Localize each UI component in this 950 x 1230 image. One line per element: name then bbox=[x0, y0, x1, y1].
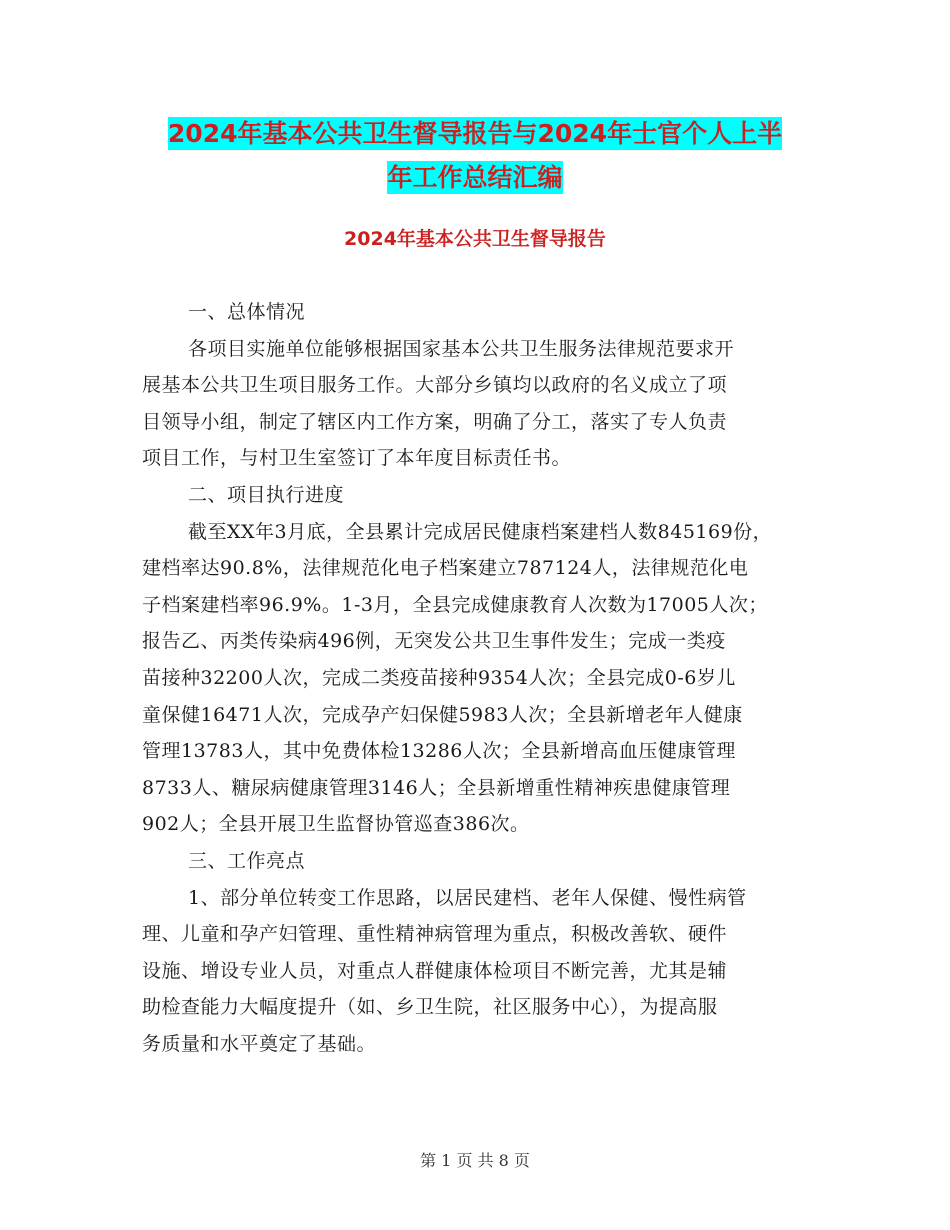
paragraph-overview bbox=[142, 331, 822, 477]
paragraph-line: 8733人、糖尿病健康管理3146人；全县新增重性精神疾患健康管理 bbox=[142, 776, 731, 799]
heading-highlights: 三、工作亮点 bbox=[188, 849, 306, 872]
paragraph-line: 各项目实施单位能够根据国家基本公共卫生服务法律规范要求开 bbox=[188, 337, 735, 360]
paragraph-line: 设施、增设专业人员，对重点人群健康体检项目不断完善，尤其是辅 bbox=[142, 959, 728, 982]
paragraph-line: 童保健16471人次，完成孕产妇保健5983人次；全县新增老年人健康 bbox=[142, 703, 743, 726]
paragraph-line: 理、儿童和孕产妇管理、重性精神病管理为重点，积极改善软、硬件 bbox=[142, 923, 728, 946]
paragraph-line: 截至XX年3月底，全县累计完成居民健康档案建档人数845169份， bbox=[188, 520, 773, 543]
paragraph-line: 务质量和水平奠定了基础。 bbox=[142, 1032, 377, 1055]
paragraph-line: 报告乙、丙类传染病496例，无突发公共卫生事件发生；完成一类疫 bbox=[142, 630, 726, 653]
paragraph-line: 子档案建档率96.9%。1-3月，全县完成健康教育人次数为17005人次； bbox=[142, 593, 768, 616]
paragraph-line: 助检查能力大幅度提升（如、乡卫生院，社区服务中心），为提高服 bbox=[142, 996, 718, 1019]
document-title-line-1 bbox=[0, 114, 950, 150]
paragraph-line: 902人；全县开展卫生监督协管巡查386次。 bbox=[142, 813, 530, 836]
paragraph-line: 项目工作，与村卫生室签订了本年度目标责任书。 bbox=[142, 447, 572, 470]
page-number-footer: 第 1 页 共 8 页 bbox=[420, 1151, 530, 1170]
document-title-line-2-text: 年工作总结汇编 bbox=[387, 163, 563, 192]
paragraph-line: 展基本公共卫生项目服务工作。大部分乡镇均以政府的名义成立了项 bbox=[142, 374, 728, 397]
paragraph-progress bbox=[142, 514, 822, 843]
paragraph-line: 1、部分单位转变工作思路，以居民建档、老年人保健、慢性病管 bbox=[188, 886, 747, 909]
paragraph-line: 建档率达90.8%，法律规范化电子档案建立787124人，法律规范化电 bbox=[142, 557, 749, 580]
document-title-line-2 bbox=[0, 158, 950, 194]
document-title-line-1-text: 2024年基本公共卫生督导报告与2024年士官个人上半 bbox=[167, 119, 783, 148]
document-body bbox=[142, 294, 822, 1062]
paragraph-highlights bbox=[142, 880, 822, 1063]
heading-progress: 二、项目执行进度 bbox=[188, 483, 345, 506]
paragraph-line: 管理13783人，其中免费体检13286人次；全县新增高血压健康管理 bbox=[142, 740, 736, 763]
paragraph-line: 苗接种32200人次，完成二类疫苗接种9354人次；全县完成0-6岁儿 bbox=[142, 666, 736, 689]
section-title: 2024年基本公共卫生督导报告 bbox=[344, 228, 606, 250]
paragraph-line: 目领导小组，制定了辖区内工作方案，明确了分工，落实了专人负责 bbox=[142, 410, 728, 433]
heading-overview: 一、总体情况 bbox=[188, 301, 306, 323]
